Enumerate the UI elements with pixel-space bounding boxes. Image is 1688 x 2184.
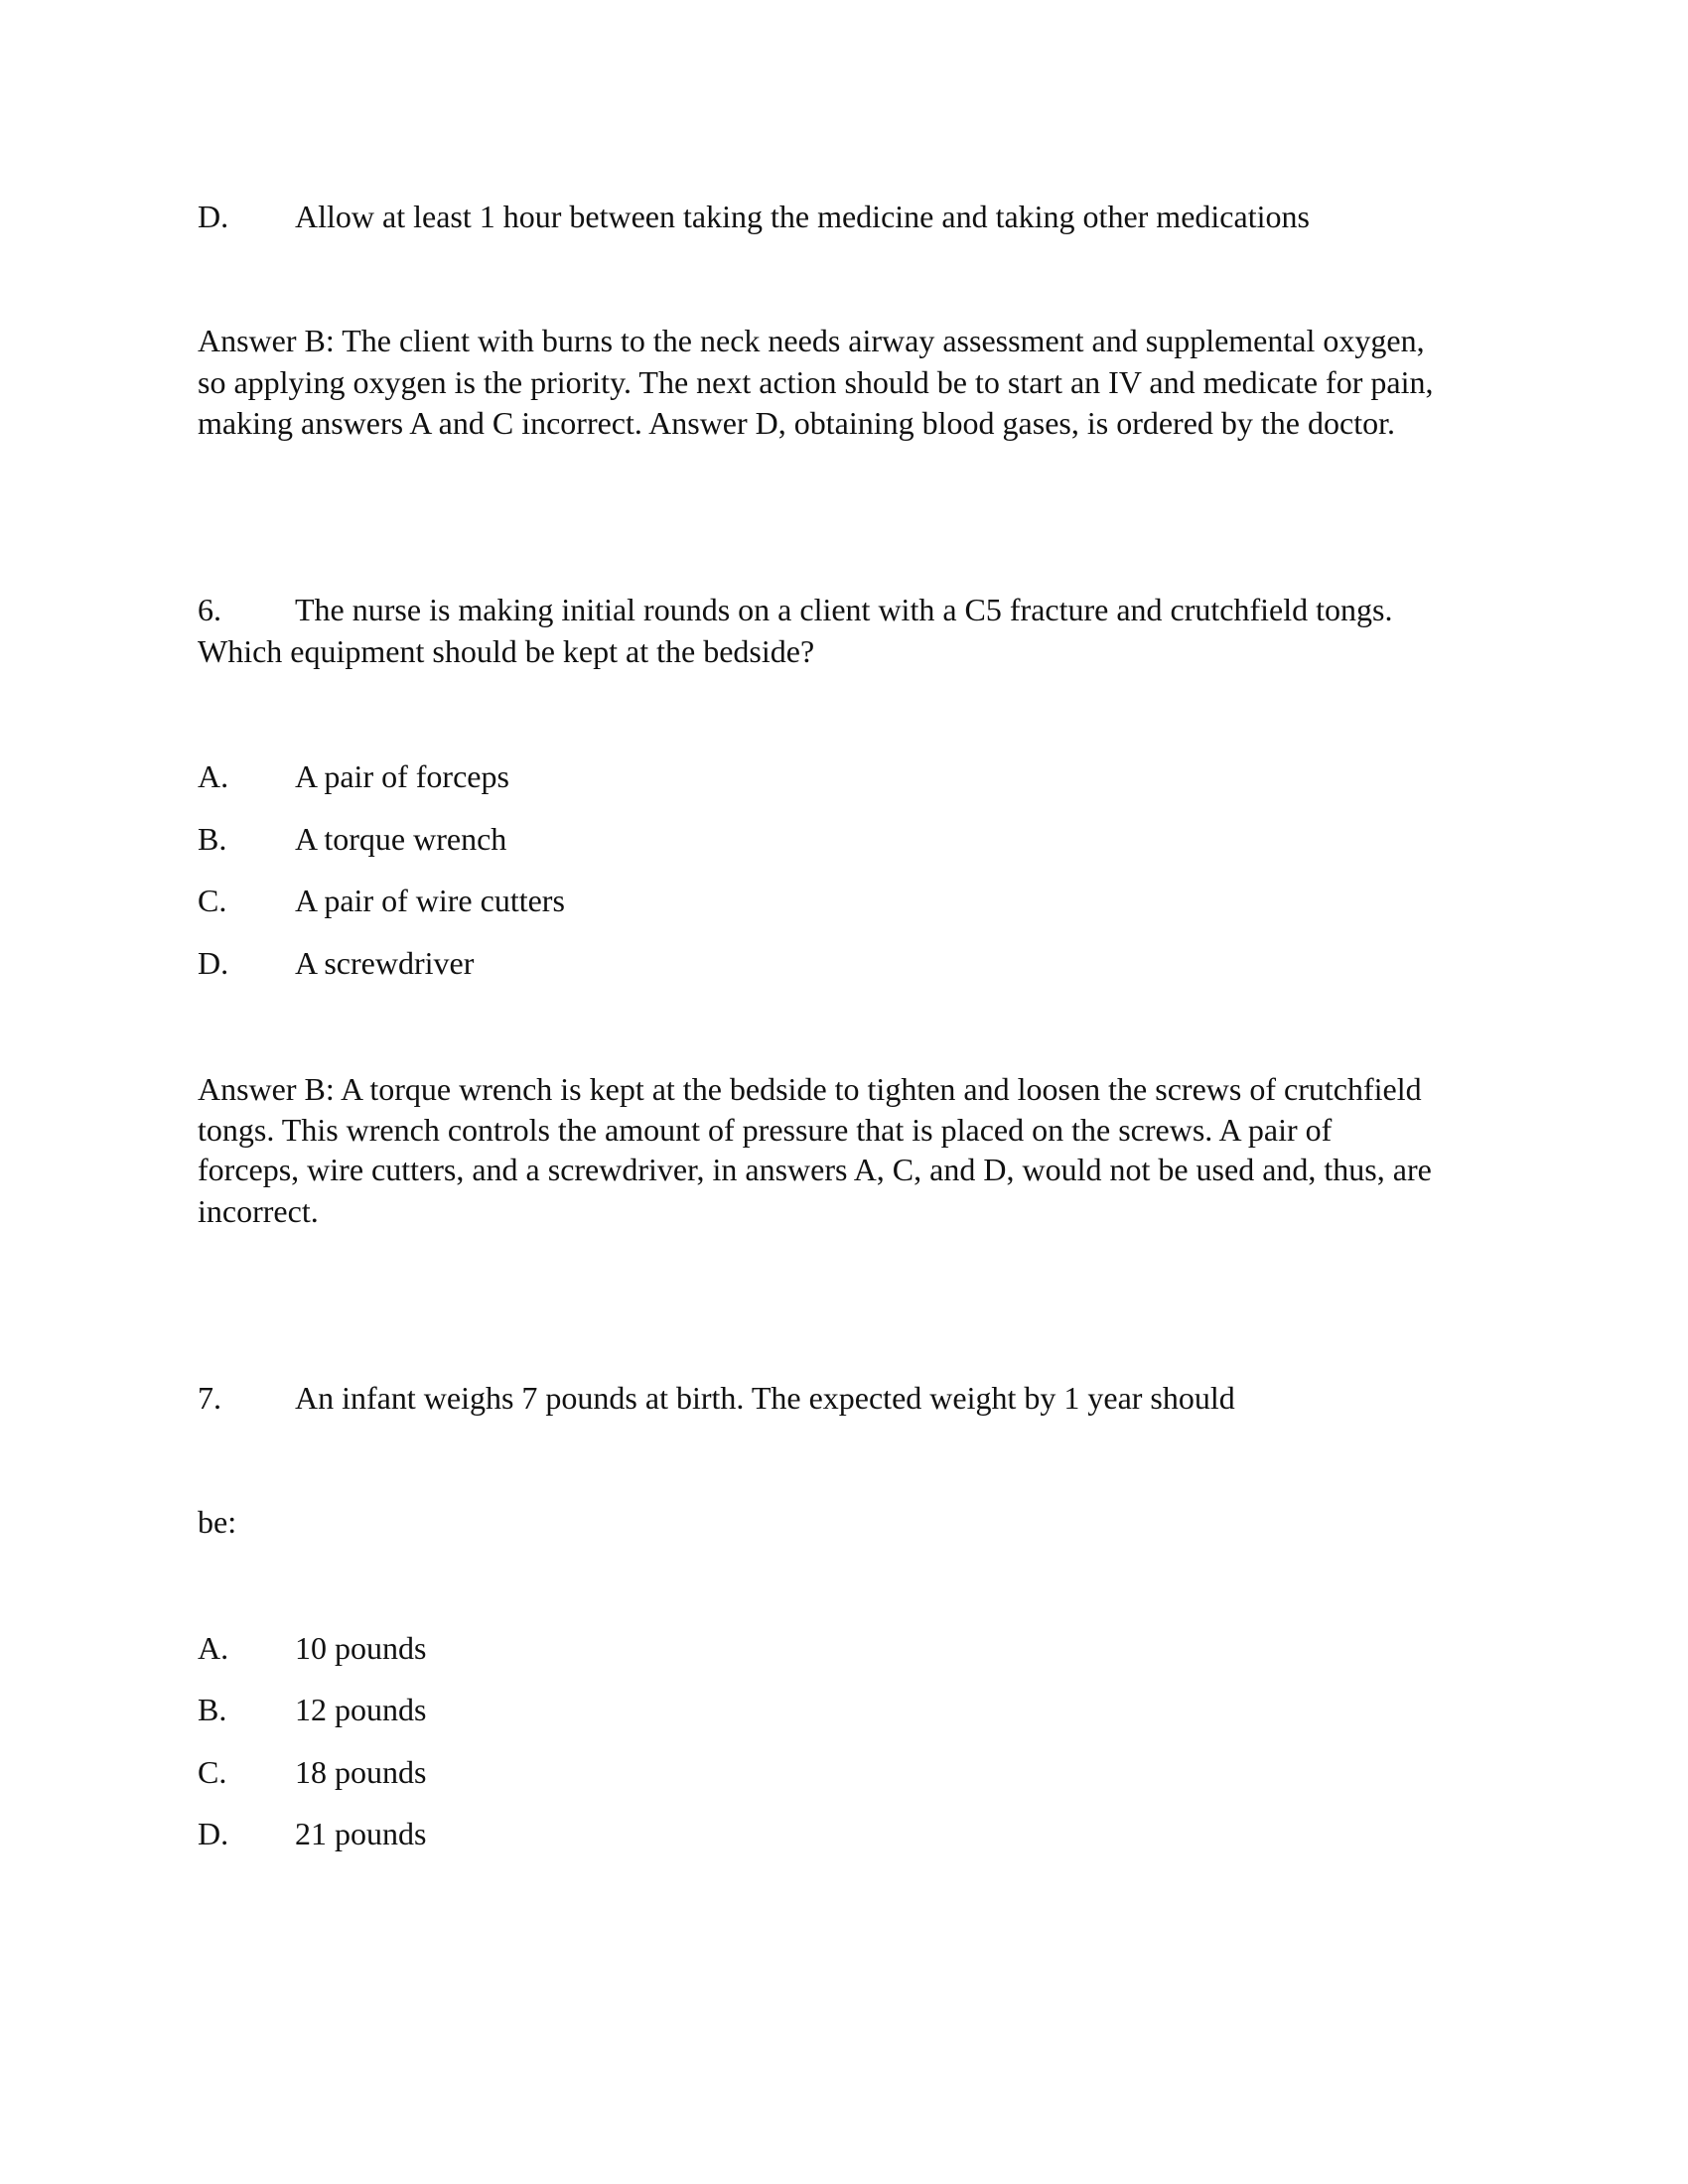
answer-line: so applying oxygen is the priority. The next action should be to start an IV and medicate for pain,: [198, 364, 1434, 400]
option-a: [198, 1627, 426, 1669]
question-stem: [198, 1377, 1235, 1419]
prev-option-d: [198, 196, 1310, 237]
option-b: [198, 1689, 426, 1730]
option-letter: A.: [198, 758, 229, 794]
answer-line: making answers A and C incorrect. Answer D, obtaining blood gases, is ordered by the doctor.: [198, 405, 1395, 441]
question-number: 7.: [198, 1380, 221, 1416]
question-stem-cont: Which equipment should be kept at the bedside?: [198, 633, 815, 669]
option-letter: D.: [198, 199, 229, 234]
option-text: Allow at least 1 hour between taking the medicine and taking other medications: [295, 199, 1310, 234]
option-d: [198, 942, 474, 984]
option-c: [198, 1751, 426, 1793]
answer-line: Answer B: The client with burns to the neck needs airway assessment and supplemental oxygen,: [198, 323, 1425, 358]
option-text: 10 pounds: [295, 1630, 427, 1666]
question-number: 6.: [198, 592, 221, 627]
option-text: A pair of forceps: [295, 758, 509, 794]
option-text: 18 pounds: [295, 1754, 427, 1790]
option-letter: B.: [198, 821, 227, 857]
option-text: 12 pounds: [295, 1692, 427, 1727]
option-letter: B.: [198, 1692, 227, 1727]
answer-line: Answer B: A torque wrench is kept at the bedside to tighten and loosen the screws of crutchfield: [198, 1071, 1422, 1107]
answer-line: incorrect.: [198, 1193, 319, 1229]
option-d: [198, 1813, 426, 1854]
option-letter: C.: [198, 1754, 227, 1790]
question-stem-cont: be:: [198, 1504, 237, 1540]
option-a: [198, 755, 509, 797]
option-letter: D.: [198, 1816, 229, 1851]
option-letter: D.: [198, 945, 229, 981]
option-letter: C.: [198, 883, 227, 918]
option-c: [198, 880, 565, 921]
question-stem: [198, 589, 1392, 630]
stem-text: An infant weighs 7 pounds at birth. The expected weight by 1 year should: [295, 1380, 1235, 1416]
option-text: A torque wrench: [295, 821, 507, 857]
answer-line: forceps, wire cutters, and a screwdriver, in answers A, C, and D, would not be used and, thus, are: [198, 1152, 1432, 1187]
option-b: [198, 818, 506, 860]
option-text: A pair of wire cutters: [295, 883, 565, 918]
answer-line: tongs. This wrench controls the amount of pressure that is placed on the screws. A pair of: [198, 1112, 1333, 1148]
option-text: 21 pounds: [295, 1816, 427, 1851]
option-letter: A.: [198, 1630, 229, 1666]
option-text: A screwdriver: [295, 945, 475, 981]
stem-text: The nurse is making initial rounds on a client with a C5 fracture and crutchfield tongs.: [295, 592, 1393, 627]
